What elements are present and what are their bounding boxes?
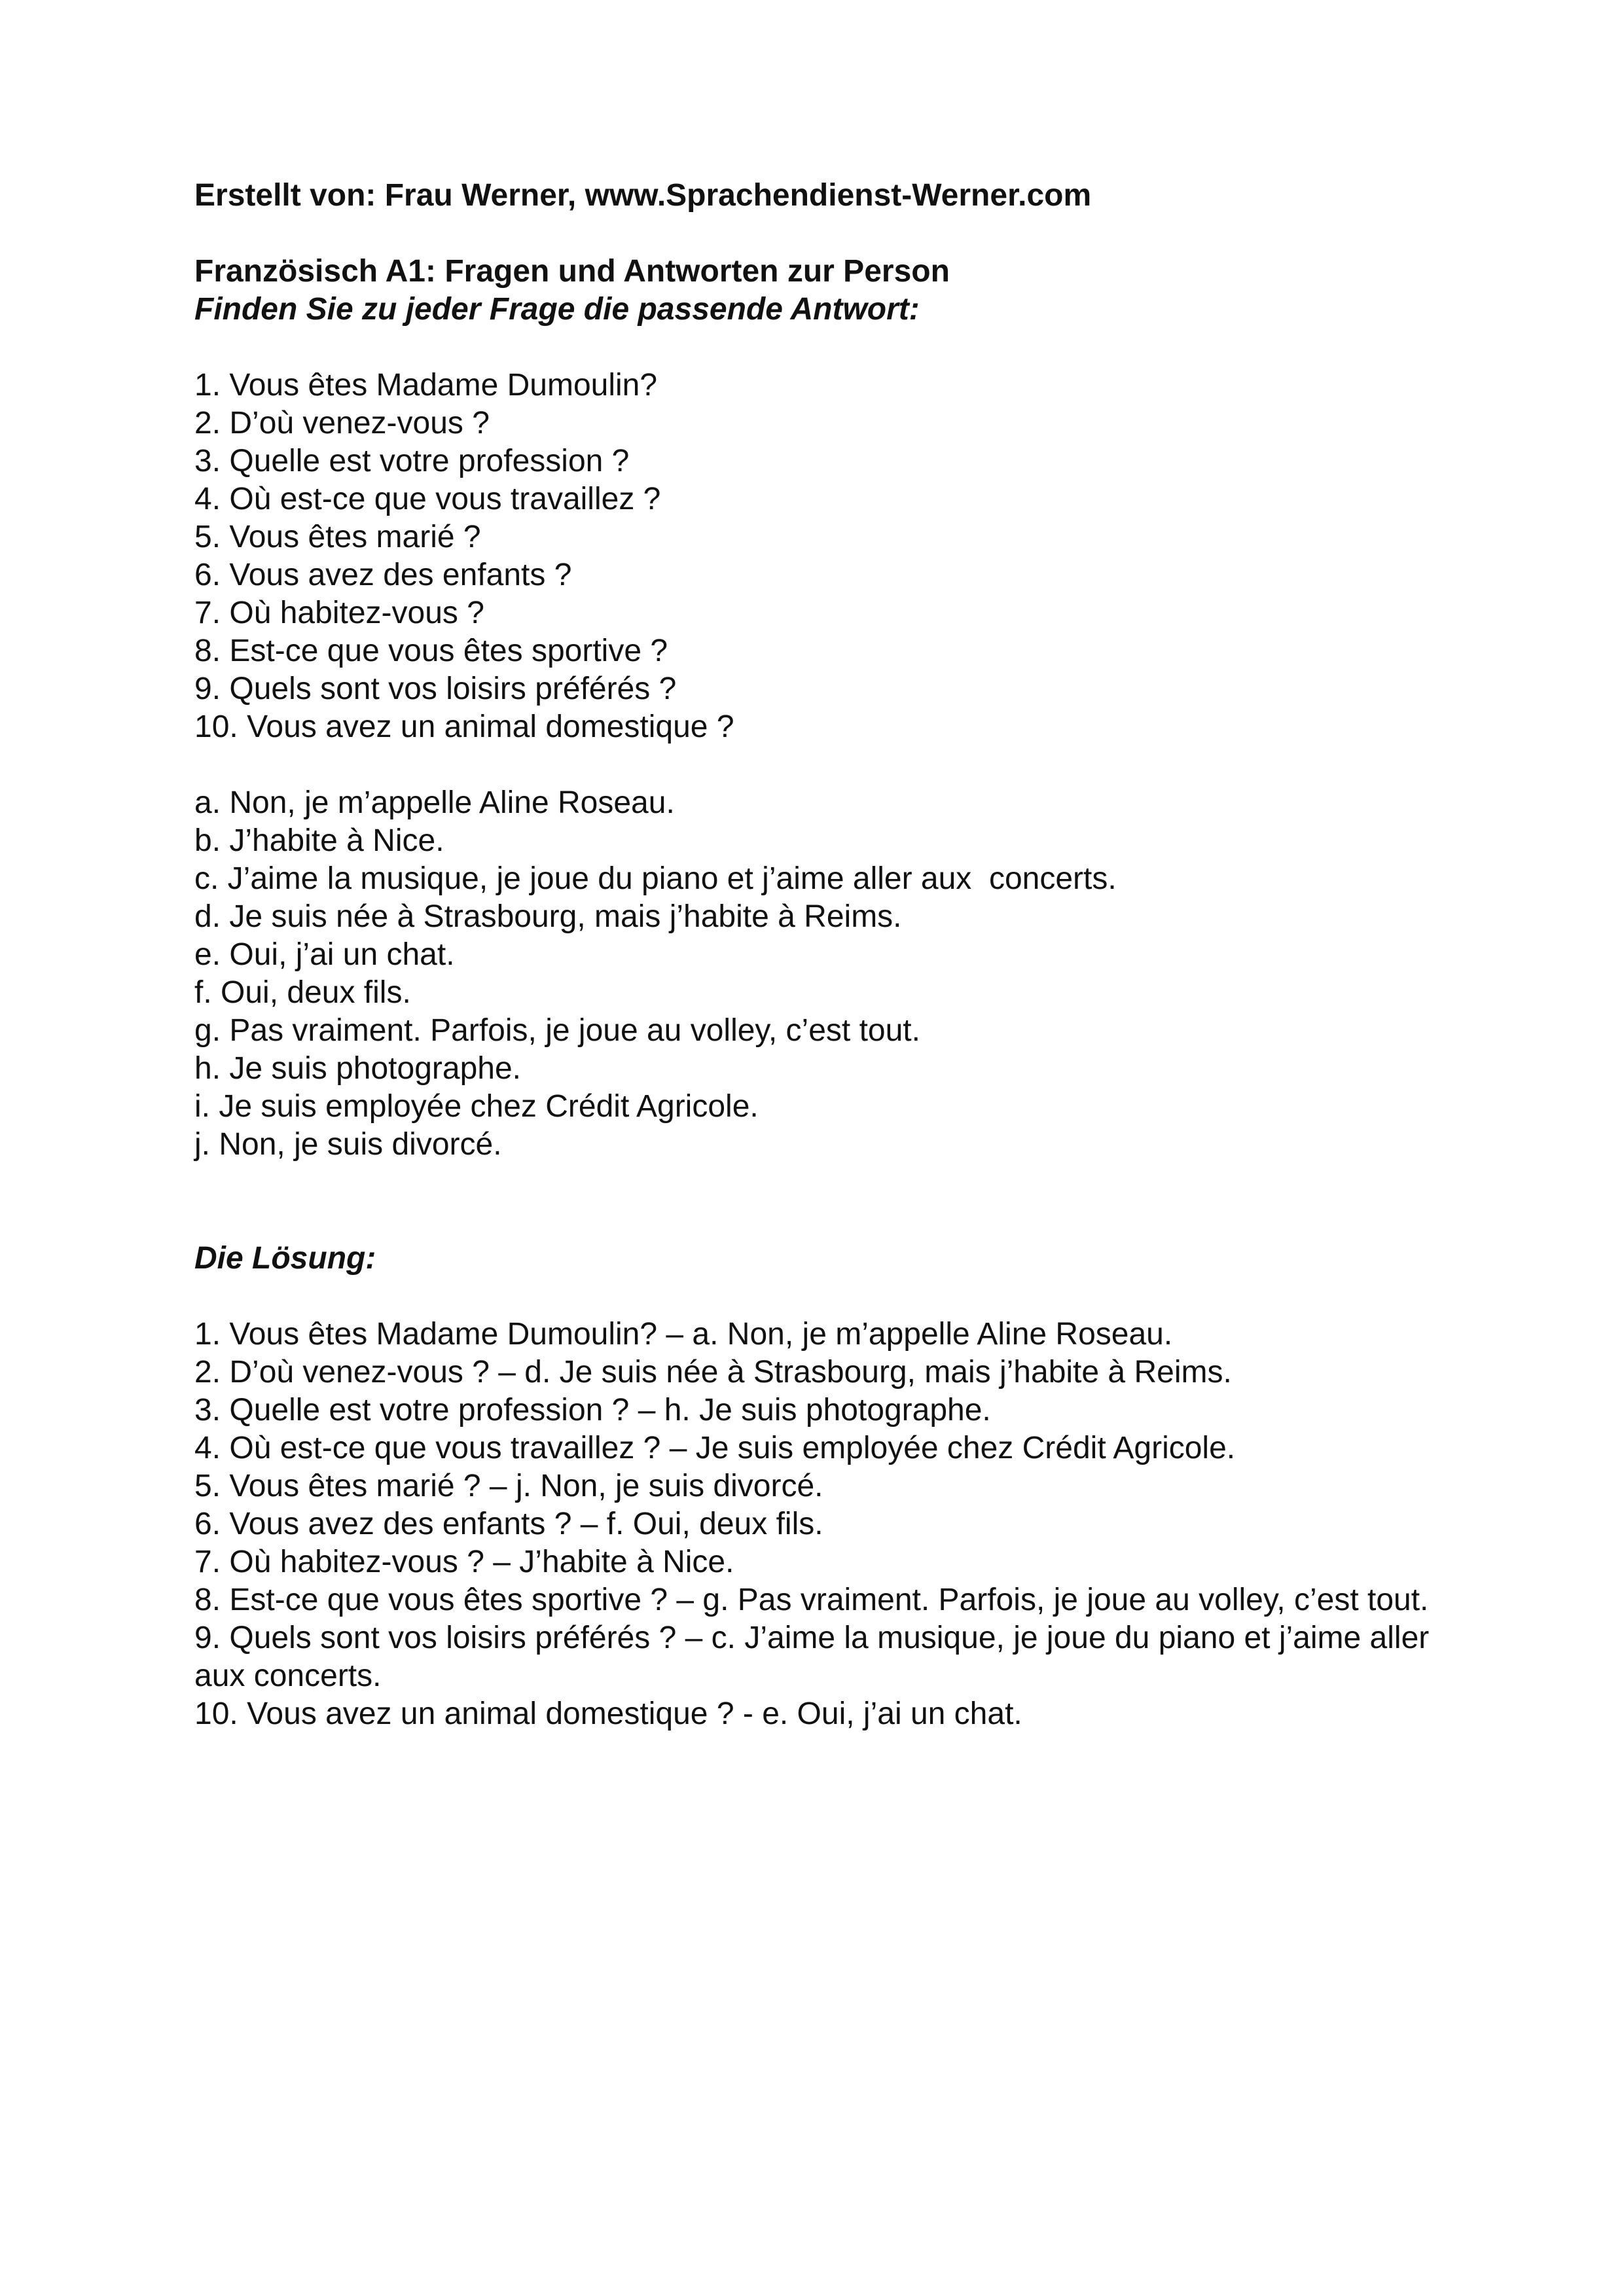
spacer (194, 329, 1451, 367)
spacer (194, 1164, 1451, 1240)
question-item: 10. Vous avez un animal domestique ? (194, 709, 734, 744)
answer-item: c. J’aime la musique, je joue du piano et j’aime aller aux concerts. (194, 861, 1117, 896)
question-item: 7. Où habitez-vous ? (194, 596, 484, 630)
question-item: 5. Vous êtes marié ? (194, 520, 481, 554)
solution-item: 7. Où habitez-vous ? – J’habite à Nice. (194, 1545, 734, 1579)
exercise-title: Französisch A1: Fragen und Antworten zur Person (194, 254, 950, 289)
question-item: 9. Quels sont vos loisirs préférés ? (194, 672, 677, 706)
solution-item: 4. Où est-ce que vous travaillez ? – Je suis employée chez Crédit Agricole. (194, 1431, 1236, 1465)
solution-item: 8. Est-ce que vous êtes sportive ? – g. Pas vraiment. Parfois, je joue au volley, c’est tout. (194, 1583, 1429, 1617)
answer-item: a. Non, je m’appelle Aline Roseau. (194, 785, 675, 820)
answer-item: j. Non, je suis divorcé. (194, 1127, 502, 1162)
answer-item: i. Je suis employée chez Crédit Agricole. (194, 1089, 759, 1124)
exercise-instruction: Finden Sie zu jeder Frage die passende Antwort: (194, 292, 920, 327)
solution-item: 10. Vous avez un animal domestique ? - e. Oui, j’ai un chat. (194, 1696, 1022, 1731)
answers-list (194, 784, 1451, 1164)
answer-item: e. Oui, j’ai un chat. (194, 937, 455, 972)
question-item: 3. Quelle est votre profession ? (194, 444, 630, 478)
solution-list (194, 1316, 1451, 1733)
spacer (194, 1278, 1451, 1316)
question-item: 2. D’où venez-vous ? (194, 406, 490, 440)
answer-item: h. Je suis photographe. (194, 1051, 522, 1086)
answer-item: b. J’habite à Nice. (194, 823, 444, 858)
questions-list (194, 367, 1451, 746)
question-item: 8. Est-ce que vous êtes sportive ? (194, 634, 668, 668)
document-page (194, 177, 1451, 1733)
solution-item: 5. Vous êtes marié ? – j. Non, je suis divorcé. (194, 1469, 823, 1503)
spacer (194, 746, 1451, 784)
solution-item: 6. Vous avez des enfants ? – f. Oui, deux fils. (194, 1507, 823, 1541)
question-item: 1. Vous êtes Madame Dumoulin? (194, 368, 658, 403)
question-item: 4. Où est-ce que vous travaillez ? (194, 482, 661, 516)
answer-item: f. Oui, deux fils. (194, 975, 411, 1010)
spacer (194, 215, 1451, 253)
solution-item: 9. Quels sont vos loisirs préférés ? – c. J’aime la musique, je joue du piano et j’aime aller aux concerts. (194, 1621, 1430, 1693)
answer-item: d. Je suis née à Strasbourg, mais j’habite à Reims. (194, 899, 902, 934)
solution-item: 1. Vous êtes Madame Dumoulin? – a. Non, je m’appelle Aline Roseau. (194, 1317, 1173, 1352)
question-item: 6. Vous avez des enfants ? (194, 558, 572, 592)
solution-item: 2. D’où venez-vous ? – d. Je suis née à Strasbourg, mais j’habite à Reims. (194, 1355, 1232, 1390)
author-line: Erstellt von: Frau Werner, www.Sprachendienst-Werner.com (194, 178, 1092, 213)
solution-item: 3. Quelle est votre profession ? – h. Je suis photographe. (194, 1393, 991, 1427)
answer-item: g. Pas vraiment. Parfois, je joue au volley, c’est tout. (194, 1013, 920, 1048)
solution-heading: Die Lösung: (194, 1241, 376, 1276)
